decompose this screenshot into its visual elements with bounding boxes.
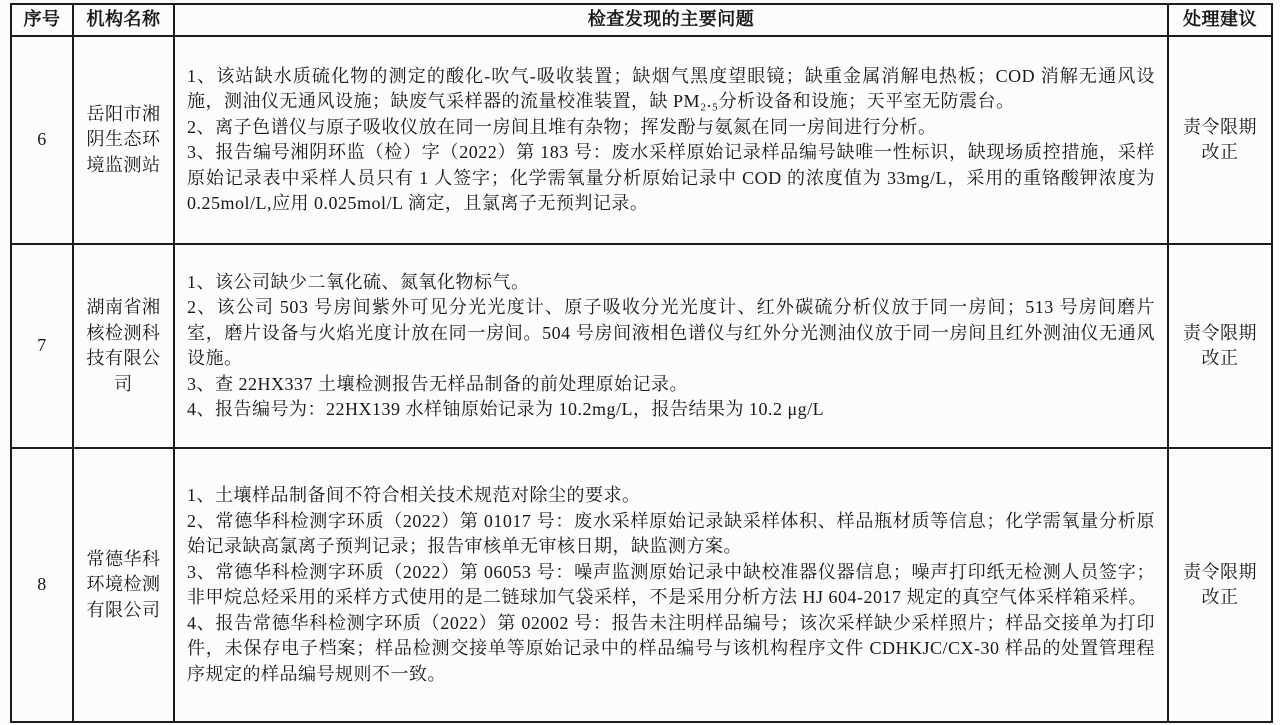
row-index: 8 — [11, 448, 73, 722]
col-header-org: 机构名称 — [73, 4, 174, 36]
col-header-action: 处理建议 — [1168, 4, 1272, 36]
issues-cell — [174, 448, 1168, 722]
inspection-table — [10, 3, 1273, 723]
action-cell: 责令限期改正 — [1168, 244, 1272, 448]
table-row — [11, 448, 1272, 722]
table-row — [11, 36, 1272, 244]
org-name: 湖南省湘核检测科技有限公司 — [73, 244, 174, 448]
issues-cell — [174, 36, 1168, 244]
issues-cell — [174, 244, 1168, 448]
issue-item: 2、常德华科检测字环质（2022）第 01017 号：废水采样原始记录缺采样体积、样品瓶材质等信息；化学需氧量分析原始记录缺高氯离子预判记录；报告审核单无审核日期，缺监测方案。 — [187, 510, 1155, 556]
issue-item: 1、该公司缺少二氧化硫、氮氧化物标气。 — [187, 271, 530, 292]
col-header-index: 序号 — [11, 4, 73, 36]
col-header-issues: 检查发现的主要问题 — [174, 4, 1168, 36]
row-index: 6 — [11, 36, 73, 244]
issue-item: 1、土壤样品制备间不符合相关技术规范对除尘的要求。 — [187, 485, 641, 505]
issue-item: 2、离子色谱仪与原子吸收仪放在同一房间且堆有杂物；挥发酚与氨氮在同一房间进行分析。 — [187, 116, 937, 137]
issue-item: 3、报告编号湘阴环监（检）字（2022）第 183 号：废水采样原始记录样品编号缺唯一性标识，缺现场质控措施，采样原始记录表中采样人员只有 1 人签字；化学需氧量分析原始记录中 COD 的浓度值为 33mg/L，采用的重铬酸钾浓度为 0.25mol/L,应用 0.025mol/L 滴定，且氯离子无预判记录。 — [187, 142, 1155, 213]
issue-item: 3、查 22HX337 土壤检测报告无样品制备的前处理原始记录。 — [187, 373, 688, 394]
issue-item: 4、报告编号为：22HX139 水样铀原始记录为 10.2mg/L，报告结果为 10.2 μg/L — [187, 399, 825, 419]
action-cell: 责令限期改正 — [1168, 448, 1272, 722]
issue-item: 2、该公司 503 号房间紫外可见分光光度计、原子吸收分光光度计、红外碳硫分析仪放于同一房间；513 号房间磨片室，磨片设备与火焰光度计放在同一房间。504 号房间液相色谱仪与红外分光测油仪放于同一房间且红外测油仪无通风设施。 — [187, 297, 1155, 368]
issue-item: 3、常德华科检测字环质（2022）第 06053 号：噪声监测原始记录中缺校准器仪器信息；噪声打印纸无检测人员签字；非甲烷总烃采用的采样方式使用的是二链球加气袋采样，不是采用分析方法 HJ 604-2017 规定的真空气体采样箱采样。 — [187, 561, 1155, 607]
table-header-row — [11, 4, 1272, 36]
table-row — [11, 244, 1272, 448]
org-name: 常德华科环境检测有限公司 — [73, 448, 174, 722]
row-index: 7 — [11, 244, 73, 448]
org-name: 岳阳市湘阴生态环境监测站 — [73, 36, 174, 244]
issue-item: 1、该站缺水质硫化物的测定的酸化-吹气-吸收装置；缺烟气黑度望眼镜；缺重金属消解电热板；COD 消解无通风设施，测油仪无通风设施；缺废气采样器的流量校准装置，缺 PM₂.₅分析设备和设施；天平室无防震台。 — [187, 65, 1155, 111]
issue-item: 4、报告常德华科检测字环质（2022）第 02002 号：报告未注明样品编号；该次采样缺少采样照片；样品交接单为打印件，未保存电子档案；样品检测交接单等原始记录中的样品编号与该机构程序文件 CDHKJC/CX-30 样品的处置管理程序规定的样品编号规则不一致。 — [187, 612, 1155, 684]
action-cell: 责令限期改正 — [1168, 36, 1272, 244]
